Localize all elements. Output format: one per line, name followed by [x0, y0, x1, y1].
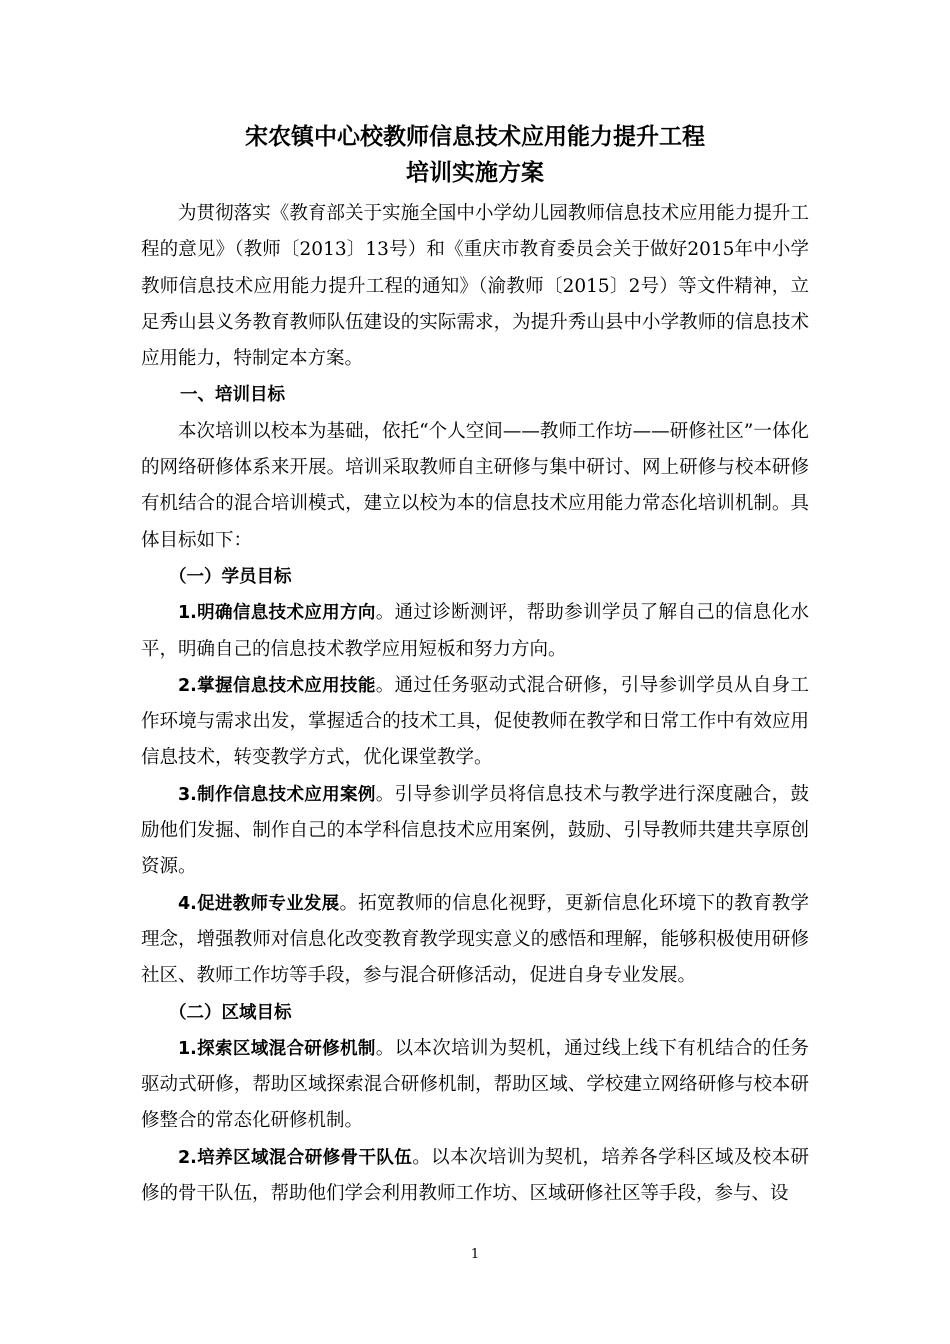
document-title: 宋农镇中心校教师信息技术应用能力提升工程 — [245, 124, 705, 150]
section-heading-training-goals: 一、培训目标 — [180, 385, 285, 406]
goal-item-lead: 3.制作信息技术应用案例 — [178, 784, 376, 805]
goal-item-text: 。拓宽教师的信息化视野，更新信息化环境下的教育教学理念，增强教师对信息化改变教育教学现实意义的感悟和理解，能够积极使用研修社区、教师工作坊等手段，参与混合研修活动，促进自身专业发展。 — [141, 892, 809, 987]
subsection-heading-trainee-goals: （一）学员目标 — [169, 566, 292, 587]
goal-item — [141, 595, 809, 668]
goal-item-lead: 1.明确信息技术应用方向 — [178, 603, 376, 624]
goal-item — [141, 777, 809, 886]
page-number: 1 — [470, 1247, 480, 1262]
intro-paragraph: 为贯彻落实《教育部关于实施全国中小学幼儿园教师信息技术应用能力提升工程的意见》（教师〔2013〕13号）和《重庆市教育委员会关于做好2015年中小学教师信息技术应用能力提升工程的通知》（渝教师〔2015〕2号）等文件精神，立足秀山县义务教育教师队伍建设的实际需求，为提升秀山县中小学教师的信息技术应用能力，特制定本方案。 — [141, 203, 809, 370]
document-body — [141, 196, 809, 1212]
goal-item-text: 。引导参训学员将信息技术与教学进行深度融合，鼓励他们发掘、制作自己的本学科信息技术应用案例，鼓励、引导教师共建共享原创资源。 — [141, 783, 809, 878]
document-subtitle: 培训实施方案 — [406, 160, 544, 186]
goal-item-lead: 4.促进教师专业发展 — [178, 893, 340, 914]
goal-item — [141, 886, 809, 995]
goal-item — [141, 668, 809, 777]
goal-item-text: 。以本次培训为契机，培养各学科区域及校本研修的骨干队伍，帮助他们学会利用教师工作坊、区域研修社区等手段，参与、设 — [141, 1146, 809, 1205]
goal-item-lead: 1.探索区域混合研修机制 — [178, 1038, 376, 1059]
goal-item-lead: 2.培养区域混合研修骨干队伍 — [178, 1147, 413, 1168]
subsection-heading-regional-goals: （二）区域目标 — [169, 1002, 292, 1023]
goal-item-lead: 2.掌握信息技术应用技能 — [178, 675, 376, 696]
goal-item-text: 。通过任务驱动式混合研修，引导参训学员从自身工作环境与需求出发，掌握适合的技术工具，促使教师在教学和日常工作中有效应用信息技术，转变教学方式，优化课堂教学。 — [141, 674, 809, 769]
goal-item — [141, 1031, 809, 1140]
section-paragraph: 本次培训以校本为基础，依托“个人空间——教师工作坊——研修社区”一体化的网络研修体系来开展。培训采取教师自主研修与集中研讨、网上研修与校本研修有机结合的混合培训模式，建立以校为本的信息技术应用能力常态化培训机制。具体目标如下： — [141, 420, 809, 551]
goal-item — [141, 1140, 809, 1213]
goal-item-text: 。通过诊断测评，帮助参训学员了解自己的信息化水平，明确自己的信息技术教学应用短板和努力方向。 — [141, 602, 809, 660]
goal-item-text: 。以本次培训为契机，通过线上线下有机结合的任务驱动式研修，帮助区域探索混合研修机制，帮助区域、学校建立网络研修与校本研修整合的常态化研修机制。 — [141, 1037, 809, 1132]
